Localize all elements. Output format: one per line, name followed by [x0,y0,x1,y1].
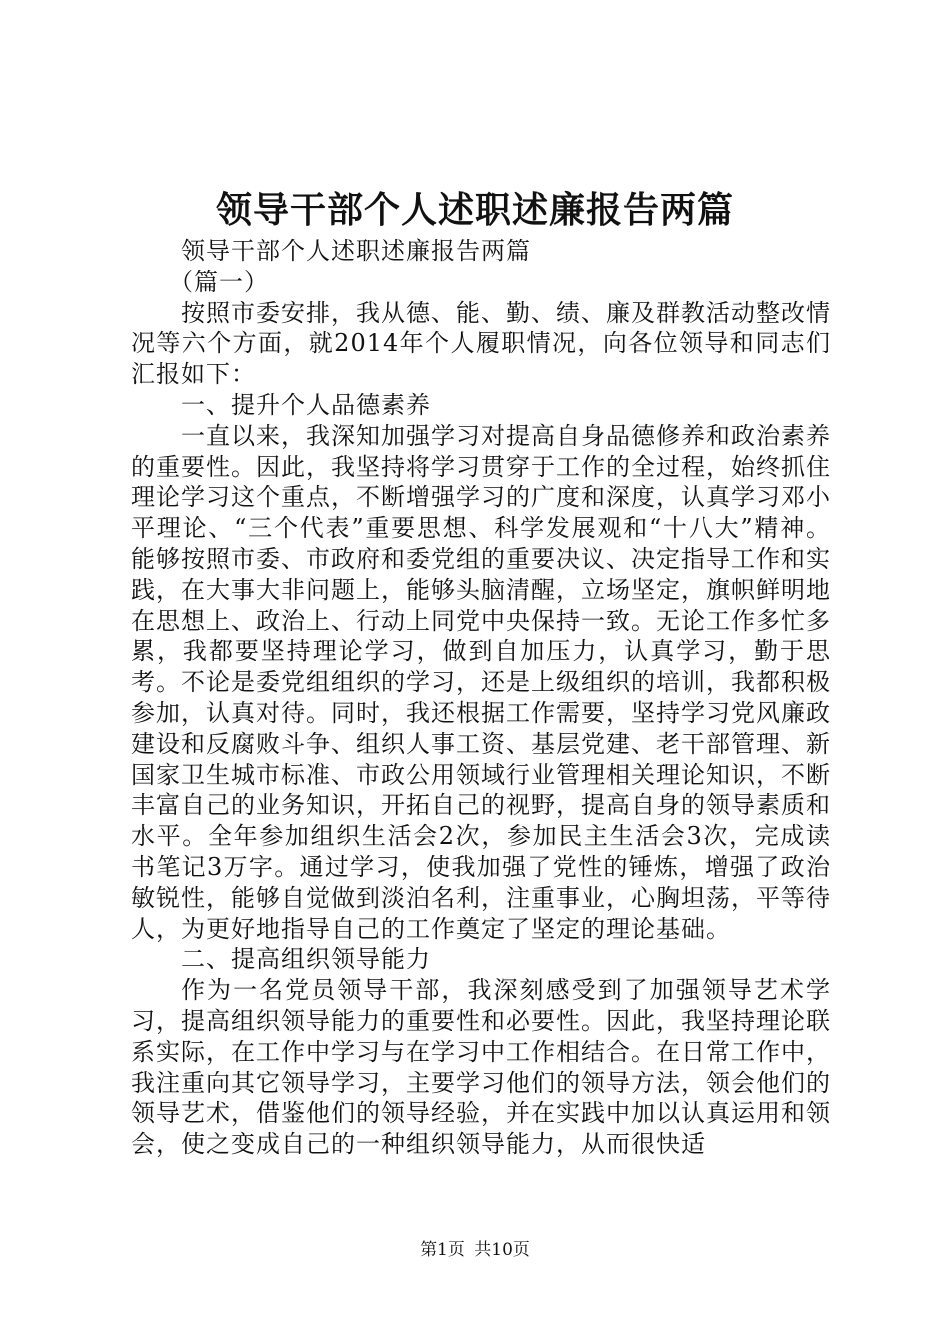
body-paragraph-2: 作为一名党员领导干部，我深刻感受到了加强领导艺术学习，提高组织领导能力的重要性和必要性。因此，我坚持理论联系实际，在工作中学习与在学习中工作相结合。在日常工作中，我注重向其它领导学习，主要学习他们的领导方法，领会他们的领导艺术，借鉴他们的领导经验，并在实践中加以认真运用和领会，使之变成自己的一种组织领导能力，从而很快适 [131,976,831,1159]
body-paragraph-1: 一直以来，我深知加强学习对提高自身品德修养和政治素养的重要性。因此，我坚持将学习贯穿于工作的全过程，始终抓住理论学习这个重点，不断增强学习的广度和深度，认真学习邓小平理论、“三个代表”重要思想、科学发展观和“十八大”精神。能够按照市委、市政府和委党组的重要决议、决定指导工作和实践，在大事大非问题上，能够头脑清醒，立场坚定，旗帜鲜明地在思想上、政治上、行动上同党中央保持一致。无论工作多忙多累，我都要坚持理论学习，做到自加压力，认真学习，勤于思考。不论是委党组组织的学习，还是上级组织的培训，我都积极参加，认真对待。同时，我还根据工作需要，坚持学习党风廉政建设和反腐败斗争、组织人事工资、基层党建、老干部管理、新国家卫生城市标准、市政公用领域行业管理相关理论知识，不断丰富自己的业务知识，开拓自己的视野，提高自身的领导素质和水平。全年参加组织生活会2次，参加民主生活会3次，完成读书笔记3万字。通过学习，使我加强了党性的锤炼，增强了政治敏锐性，能够自觉做到淡泊名利，注重事业，心胸坦荡，平等待人，为更好地指导自己的工作奠定了坚定的理论基础。 [131,421,831,943]
page-number-footer: 第1页 共10页 [420,1240,530,1260]
section-marker-paragraph: （篇一） [169,267,269,296]
intro-paragraph: 按照市委安排，我从德、能、勤、绩、廉及群教活动整改情况等六个方面，就2014年个人履职情况，向各位领导和同志们汇报如下： [131,298,831,389]
subtitle-paragraph: 领导干部个人述职述廉报告两篇 [181,237,531,265]
heading-paragraph-1: 一、提升个人品德素养 [181,390,431,419]
document-title: 领导干部个人述职述廉报告两篇 [215,189,734,231]
heading-paragraph-2: 二、提高组织领导能力 [181,945,431,974]
document-body [131,236,831,1160]
